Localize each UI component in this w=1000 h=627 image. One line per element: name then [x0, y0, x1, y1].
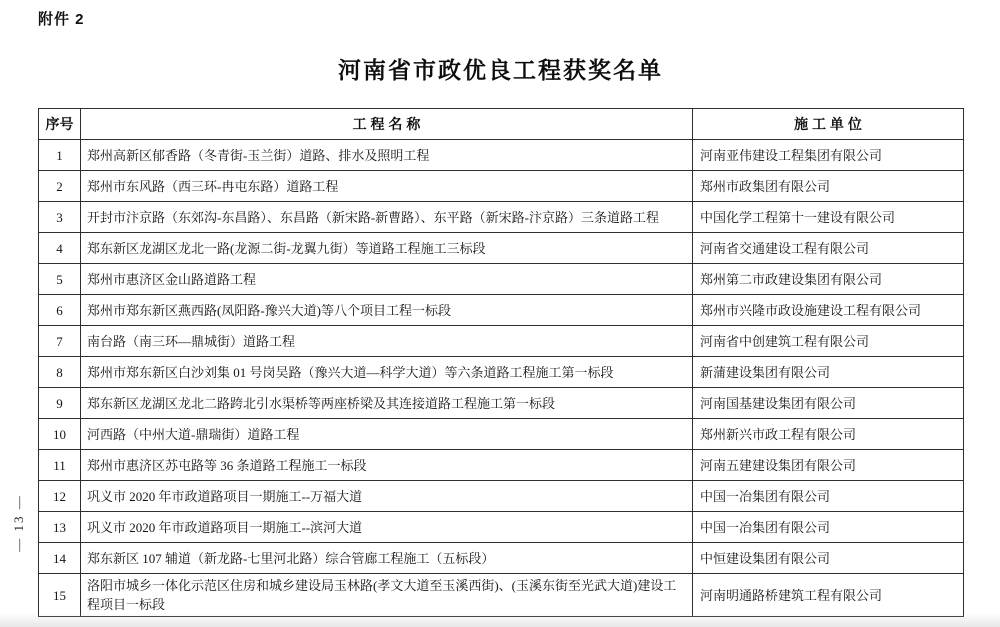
column-header-project-name: 工 程 名 称: [81, 109, 693, 140]
row-index-cell: 12: [39, 481, 81, 512]
row-index-cell: 6: [39, 295, 81, 326]
column-header-construction-unit: 施 工 单 位: [693, 109, 964, 140]
row-index-cell: 14: [39, 543, 81, 574]
construction-unit-cell: 郑州新兴市政工程有限公司: [693, 419, 964, 450]
project-name-cell: 郑东新区龙湖区龙北一路(龙源二街-龙翼九街）等道路工程施工三标段: [81, 233, 693, 264]
row-index-cell: 3: [39, 202, 81, 233]
construction-unit-cell: 中国一冶集团有限公司: [693, 481, 964, 512]
project-name-cell: 巩义市 2020 年市政道路项目一期施工--万福大道: [81, 481, 693, 512]
row-index-cell: 13: [39, 512, 81, 543]
table-body: [39, 140, 964, 617]
row-index-cell: 2: [39, 171, 81, 202]
table-row: [39, 233, 964, 264]
construction-unit-cell: 河南亚伟建设工程集团有限公司: [693, 140, 964, 171]
construction-unit-cell: 中国一冶集团有限公司: [693, 512, 964, 543]
attachment-label: 附件 2: [38, 11, 85, 28]
construction-unit-cell: 郑州市兴隆市政设施建设工程有限公司: [693, 295, 964, 326]
project-name-cell: 郑州市郑东新区燕西路(凤阳路-豫兴大道)等八个项目工程一标段: [81, 295, 693, 326]
project-name-cell: 郑州市惠济区苏屯路等 36 条道路工程施工一标段: [81, 450, 693, 481]
row-index-cell: 5: [39, 264, 81, 295]
project-name-cell: 郑东新区 107 辅道（新龙路-七里河北路）综合管廊工程施工（五标段）: [81, 543, 693, 574]
project-name-cell: 郑东新区龙湖区龙北二路跨北引水渠桥等两座桥梁及其连接道路工程施工第一标段: [81, 388, 693, 419]
construction-unit-cell: 河南明通路桥建筑工程有限公司: [693, 574, 964, 617]
table-row: [39, 450, 964, 481]
table-row: [39, 512, 964, 543]
row-index-cell: 8: [39, 357, 81, 388]
construction-unit-cell: 河南五建建设集团有限公司: [693, 450, 964, 481]
table-row: [39, 326, 964, 357]
table-row: [39, 388, 964, 419]
table-row: [39, 264, 964, 295]
table-row: [39, 357, 964, 388]
row-index-cell: 7: [39, 326, 81, 357]
project-name-cell: 郑州市惠济区金山路道路工程: [81, 264, 693, 295]
project-name-cell: 洛阳市城乡一体化示范区住房和城乡建设局玉林路(孝文大道至玉溪西街)、(玉溪东街至光武大道)建设工程项目一标段: [81, 574, 693, 617]
construction-unit-cell: 郑州第二市政建设集团有限公司: [693, 264, 964, 295]
table-row: [39, 543, 964, 574]
project-name-cell: 河西路（中州大道-鼎瑞街）道路工程: [81, 419, 693, 450]
table-row: [39, 481, 964, 512]
row-index-cell: 15: [39, 574, 81, 617]
project-name-cell: 巩义市 2020 年市政道路项目一期施工--滨河大道: [81, 512, 693, 543]
construction-unit-cell: 郑州市政集团有限公司: [693, 171, 964, 202]
project-name-cell: 开封市汴京路（东郊沟-东昌路）、东昌路（新宋路-新曹路）、东平路（新宋路-汴京路）三条道路工程: [81, 202, 693, 233]
page-title: 河南省市政优良工程获奖名单: [338, 57, 663, 83]
project-name-cell: 郑州市东风路（西三环-冉屯东路）道路工程: [81, 171, 693, 202]
construction-unit-cell: 河南省交通建设工程有限公司: [693, 233, 964, 264]
construction-unit-cell: 河南国基建设集团有限公司: [693, 388, 964, 419]
project-name-cell: 郑州市郑东新区白沙刘集 01 号岗吴路（豫兴大道—科学大道）等六条道路工程施工第一标段: [81, 357, 693, 388]
row-index-cell: 1: [39, 140, 81, 171]
table-row: [39, 295, 964, 326]
table-header-row: [39, 109, 964, 140]
construction-unit-cell: 中恒建设集团有限公司: [693, 543, 964, 574]
row-index-cell: 4: [39, 233, 81, 264]
project-name-cell: 郑州高新区郁香路（冬青街-玉兰街）道路、排水及照明工程: [81, 140, 693, 171]
column-header-index: 序号: [39, 109, 81, 140]
construction-unit-cell: 河南省中创建筑工程有限公司: [693, 326, 964, 357]
table-row: [39, 419, 964, 450]
award-table: [38, 108, 964, 617]
table-row: [39, 202, 964, 233]
table-row: [39, 140, 964, 171]
row-index-cell: 9: [39, 388, 81, 419]
construction-unit-cell: 新蒲建设集团有限公司: [693, 357, 964, 388]
row-index-cell: 10: [39, 419, 81, 450]
page-number: — 13 —: [11, 494, 26, 552]
construction-unit-cell: 中国化学工程第十一建设有限公司: [693, 202, 964, 233]
project-name-cell: 南台路（南三环—鼎城街）道路工程: [81, 326, 693, 357]
table-row: [39, 574, 964, 617]
row-index-cell: 11: [39, 450, 81, 481]
table-row: [39, 171, 964, 202]
